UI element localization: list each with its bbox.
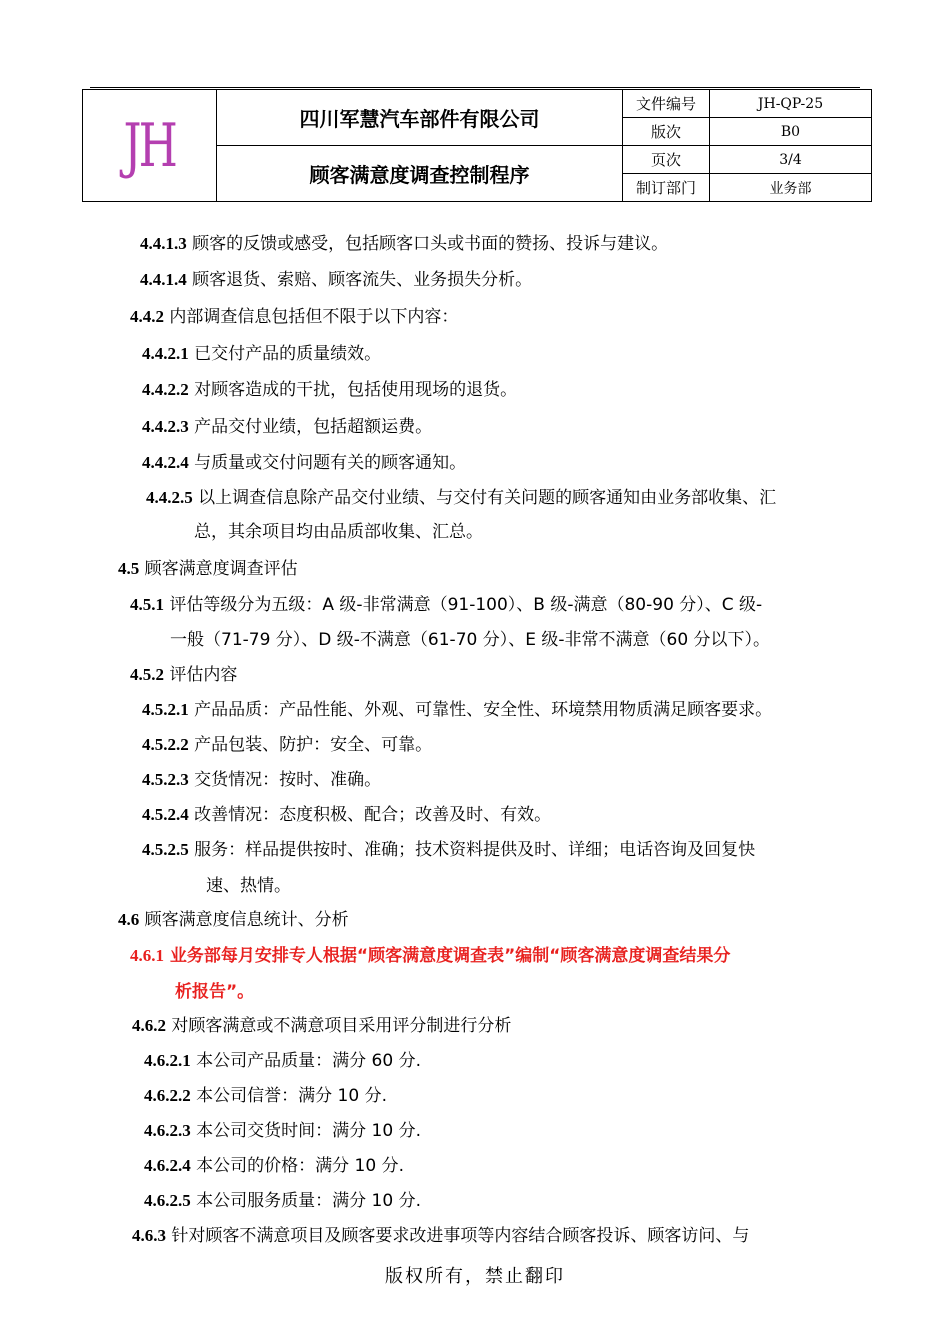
clause-number: 4.4.2.4 [142,453,189,472]
clause-number: 4.6.1 [130,946,164,965]
clause-number: 4.5.2.5 [142,840,189,859]
text-line [194,520,483,544]
clause-text: 顾客退货、索赔、顾客流失、业务损失分析。 [186,270,533,290]
text-line [144,1154,404,1178]
text-line [132,1224,749,1248]
meta-label-department: 制订部门 [623,174,710,202]
text-line [130,305,458,329]
text-line [132,1014,511,1038]
clause-text: 对顾客满意或不满意项目采用评分制进行分析 [166,1016,512,1036]
clause-text: 顾客满意度信息统计、分析 [139,910,349,930]
text-line [144,1084,387,1108]
text-line [140,268,532,292]
clause-number: 4.6.3 [132,1226,166,1245]
text-line [142,768,381,792]
clause-number: 4.5.1 [130,595,164,614]
clause-number: 4.6 [118,910,140,929]
text-line [142,451,466,475]
text-line [130,944,730,968]
header-top-rule [90,87,860,88]
clause-text: 针对顾客不满意项目及顾客要求改进事项等内容结合顾客投诉、顾客访问、与 [166,1226,750,1246]
clause-number: 4.6.2.3 [144,1121,191,1140]
clause-text: 已交付产品的质量绩效。 [188,344,382,364]
clause-text: 产品包装、防护：安全、可靠。 [188,735,433,755]
meta-value-department: 业务部 [710,174,872,202]
clause-text: 评估等级分为五级：A 级-非常满意（91-100）、B 级-满意（80-90 分）、C 级- [164,595,763,615]
clause-number: 4.5.2.4 [142,805,189,824]
text-line [142,415,432,439]
clause-text: 产品交付业绩，包括超额运费。 [188,417,433,437]
clause-number: 4.5 [118,559,140,578]
clause-text: 内部调查信息包括但不限于以下内容： [164,307,459,327]
clause-text: 本公司信誉：满分 10 分. [190,1086,387,1106]
clause-text: 服务：样品提供按时、准确；技术资料提供及时、详细；电话咨询及回复快 [188,840,756,860]
text-line [130,663,237,687]
clause-number: 4.6.2.5 [144,1191,191,1210]
clause-number: 4.6.2.4 [144,1156,191,1175]
clause-text: 改善情况：态度积极、配合；改善及时、有效。 [188,805,552,825]
clause-number: 4.6.2 [132,1016,166,1035]
clause-text: 本公司产品质量：满分 60 分. [190,1051,421,1071]
text-line [142,378,517,402]
clause-number: 4.4.2.5 [146,488,193,507]
footer-copyright: 版权所有，禁止翻印 [385,1266,565,1287]
text-line [118,908,349,932]
document-title: 顾客满意度调查控制程序 [217,146,623,202]
clause-text: 业务部每月安排专人根据“顾客满意度调查表”编制“顾客满意度调查结果分 [164,946,731,966]
clause-text: 速、热情。 [206,876,291,896]
meta-label-page: 页次 [623,146,710,174]
meta-label-version: 版次 [623,118,710,146]
clause-text: 析报告”。 [175,982,255,1002]
document-header-table [82,89,872,202]
text-line [144,1049,421,1073]
meta-value-doc-no: JH-QP-25 [710,90,872,118]
company-logo [83,90,217,202]
clause-number: 4.5.2 [130,665,164,684]
clause-number: 4.4.1.4 [140,270,187,289]
text-line [130,593,762,617]
clause-text: 以上调查信息除产品交付业绩、与交付有关问题的顾客通知由业务部收集、汇 [192,488,777,508]
clause-number: 4.4.2 [130,307,164,326]
clause-number: 4.5.2.3 [142,770,189,789]
clause-text: 本公司服务质量：满分 10 分. [190,1191,421,1211]
text-line [142,838,755,862]
text-line [175,980,254,1004]
text-line [142,342,381,366]
text-line [140,232,668,256]
logo-text: JH [123,110,176,181]
text-line [170,628,770,652]
clause-text: 总，其余项目均由品质部收集、汇总。 [194,522,483,542]
clause-text: 一般（71-79 分）、D 级-不满意（61-70 分）、E 级-非常不满意（60 分以下）。 [170,630,771,650]
clause-number: 4.4.1.3 [140,234,187,253]
clause-number: 4.4.2.1 [142,344,189,363]
meta-value-version: B0 [710,118,872,146]
clause-text: 评估内容 [164,665,238,685]
meta-label-doc-no: 文件编号 [623,90,710,118]
clause-text: 本公司交货时间：满分 10 分. [190,1121,421,1141]
clause-number: 4.4.2.3 [142,417,189,436]
text-line [146,486,776,510]
text-line [142,698,772,722]
meta-value-page: 3/4 [710,146,872,174]
text-line [142,733,432,757]
text-line [206,874,291,898]
clause-number: 4.6.2.2 [144,1086,191,1105]
clause-text: 交货情况：按时、准确。 [188,770,382,790]
text-line [144,1189,421,1213]
clause-number: 4.5.2.1 [142,700,189,719]
clause-text: 对顾客造成的干扰，包括使用现场的退货。 [188,380,518,400]
clause-text: 顾客的反馈或感受，包括顾客口头或书面的赞扬、投诉与建议。 [186,234,669,254]
clause-text: 顾客满意度调查评估 [139,559,298,579]
clause-number: 4.5.2.2 [142,735,189,754]
clause-text: 本公司的价格：满分 10 分. [190,1156,404,1176]
text-line [142,803,551,827]
clause-text: 产品品质：产品性能、外观、可靠性、安全性、环境禁用物质满足顾客要求。 [188,700,773,720]
clause-text: 与质量或交付问题有关的顾客通知。 [188,453,467,473]
clause-number: 4.6.2.1 [144,1051,191,1070]
text-line [144,1119,421,1143]
text-line [118,557,298,581]
company-name: 四川军慧汽车部件有限公司 [217,90,623,146]
clause-number: 4.4.2.2 [142,380,189,399]
